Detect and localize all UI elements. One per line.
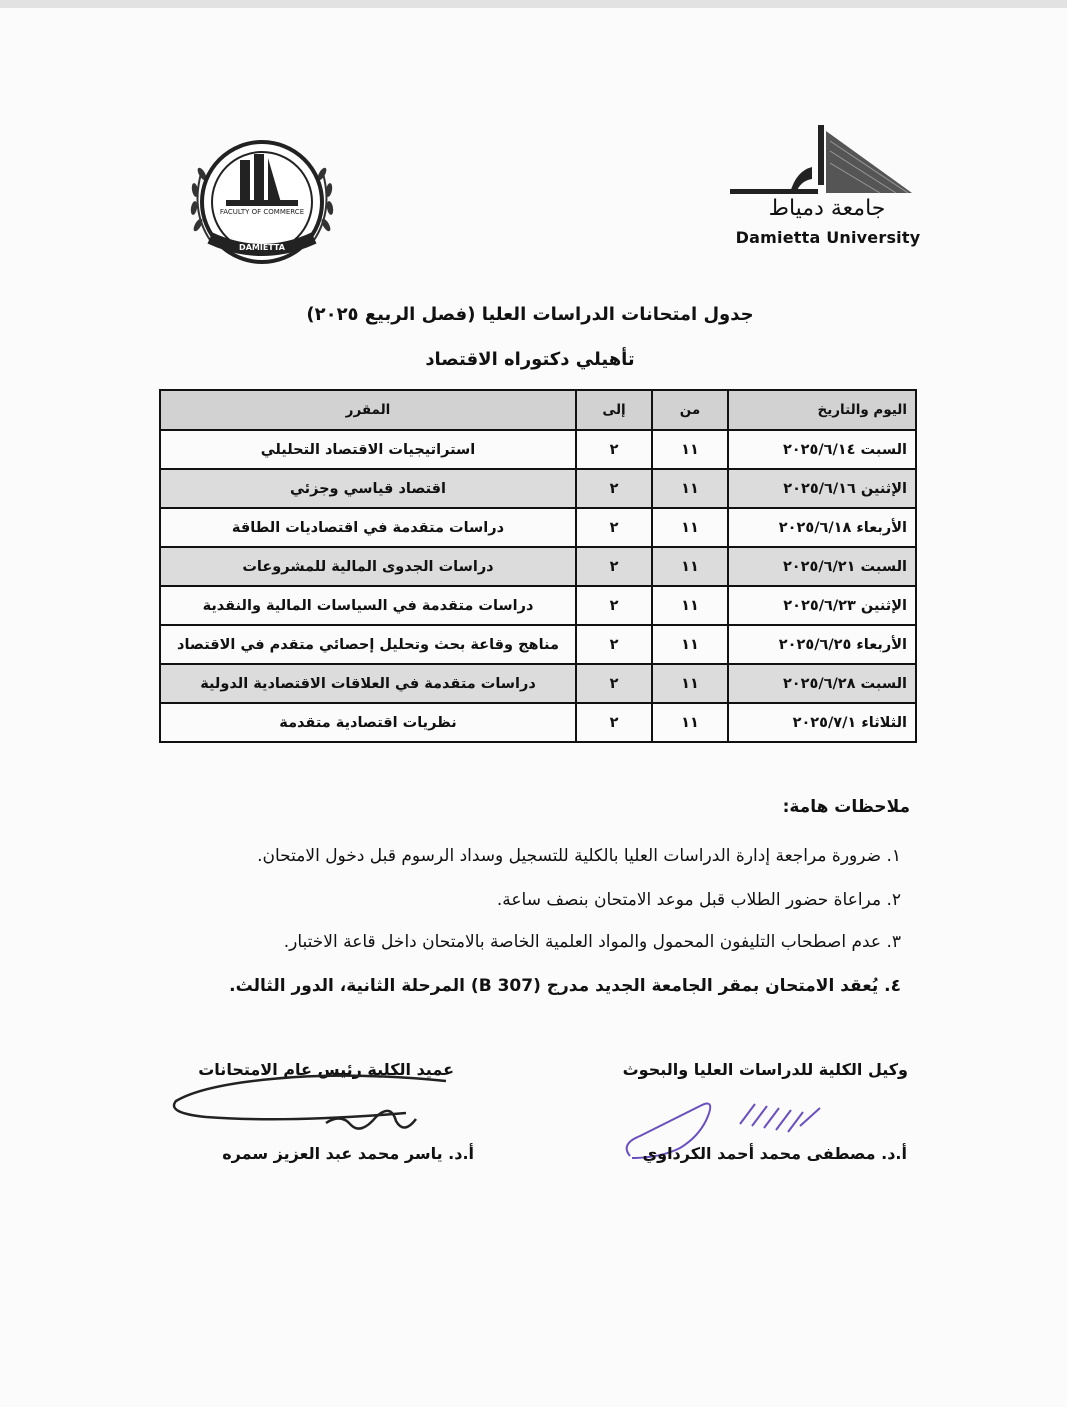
- cell-course: اقتصاد قياسي وجزئي: [160, 469, 576, 508]
- table-row: [160, 664, 916, 703]
- exam-schedule-table: [159, 389, 917, 743]
- note-item: ١. ضرورة مراجعة إدارة الدراسات العليا بالكلية للتسجيل وسداد الرسوم قبل دخول الامتحان.: [257, 846, 901, 866]
- top-bar: [0, 0, 1067, 8]
- table-row: [160, 586, 916, 625]
- cell-to: ٢: [576, 703, 652, 742]
- faculty-logo-city: DAMIETTA: [239, 243, 285, 252]
- note-item: ٢. مراعاة حضور الطلاب قبل موعد الامتحان بنصف ساعة.: [496, 890, 901, 910]
- cell-date: الثلاثاء ٢٠٢٥/٧/١: [728, 703, 916, 742]
- university-name-arabic: جامعة دمياط: [768, 196, 886, 221]
- cell-course: دراسات متقدمة في اقتصاديات الطاقة: [160, 508, 576, 547]
- table-header-row: [160, 390, 916, 430]
- cell-from: ١١: [652, 430, 728, 469]
- cell-date: السبت ٢٠٢٥/٦/٢٨: [728, 664, 916, 703]
- cell-from: ١١: [652, 664, 728, 703]
- faculty-logo-text: FACULTY OF COMMERCE: [219, 208, 305, 216]
- cell-to: ٢: [576, 430, 652, 469]
- cell-date: السبت ٢٠٢٥/٦/٢١: [728, 547, 916, 586]
- vice-dean-title: وكيل الكلية للدراسات العليا والبحوث: [622, 1060, 908, 1079]
- cell-from: ١١: [652, 469, 728, 508]
- faculty-seal-icon: [182, 130, 342, 280]
- page-title: جدول امتحانات الدراسات العليا (فصل الربيع ٢٠٢٥): [306, 304, 754, 325]
- cell-date: الإثنين ٢٠٢٥/٦/١٦: [728, 469, 916, 508]
- university-name-english: Damietta University: [735, 228, 921, 247]
- table-row: [160, 625, 916, 664]
- header-date: اليوم والتاريخ: [728, 390, 916, 430]
- document-page: [0, 8, 1067, 1407]
- cell-from: ١١: [652, 625, 728, 664]
- cell-to: ٢: [576, 625, 652, 664]
- cell-from: ١١: [652, 703, 728, 742]
- header-to: إلى: [576, 390, 652, 430]
- cell-to: ٢: [576, 547, 652, 586]
- note-item: ٣. عدم اصطحاب التليفون المحمول والمواد العلمية الخاصة بالامتحان داخل قاعة الاختبار.: [283, 932, 901, 952]
- cell-course: استراتيجيات الاقتصاد التحليلي: [160, 430, 576, 469]
- cell-course: نظريات اقتصادية متقدمة: [160, 703, 576, 742]
- cell-date: السبت ٢٠٢٥/٦/١٤: [728, 430, 916, 469]
- vice-dean-name: أ.د. مصطفى محمد أحمد الكرداوي: [642, 1144, 907, 1163]
- cell-date: الإثنين ٢٠٢٥/٦/٢٣: [728, 586, 916, 625]
- cell-to: ٢: [576, 469, 652, 508]
- cell-course: دراسات متقدمة في العلاقات الاقتصادية الدولية: [160, 664, 576, 703]
- cell-to: ٢: [576, 508, 652, 547]
- table-row: [160, 703, 916, 742]
- university-emblem-icon: [730, 123, 915, 195]
- cell-from: ١١: [652, 586, 728, 625]
- faculty-logo: [182, 130, 342, 280]
- cell-date: الأربعاء ٢٠٢٥/٦/١٨: [728, 508, 916, 547]
- cell-from: ١١: [652, 508, 728, 547]
- cell-course: مناهج وقاعة بحث وتحليل إحصائي متقدم في الاقتصاد: [160, 625, 576, 664]
- cell-date: الأربعاء ٢٠٢٥/٦/٢٥: [728, 625, 916, 664]
- header-course: المقرر: [160, 390, 576, 430]
- cell-from: ١١: [652, 547, 728, 586]
- notes-title: ملاحظات هامة:: [782, 797, 910, 817]
- page-subtitle: تأهيلي دكتوراه الاقتصاد: [425, 349, 635, 370]
- cell-course: دراسات متقدمة في السياسات المالية والنقدية: [160, 586, 576, 625]
- header-from: من: [652, 390, 728, 430]
- dean-name: أ.د. ياسر محمد عبد العزيز سمره: [222, 1144, 474, 1163]
- dean-title: عميد الكلية رئيس عام الامتحانات: [198, 1060, 454, 1079]
- table-row: [160, 469, 916, 508]
- cell-to: ٢: [576, 664, 652, 703]
- note-item: ٤. يُعقد الامتحان بمقر الجامعة الجديد مدرج (307 B) المرحلة الثانية، الدور الثالث.: [229, 976, 901, 996]
- table-row: [160, 508, 916, 547]
- table-row: [160, 547, 916, 586]
- dean-signature: [166, 1073, 466, 1143]
- cell-to: ٢: [576, 586, 652, 625]
- cell-course: دراسات الجدوى المالية للمشروعات: [160, 547, 576, 586]
- table-row: [160, 430, 916, 469]
